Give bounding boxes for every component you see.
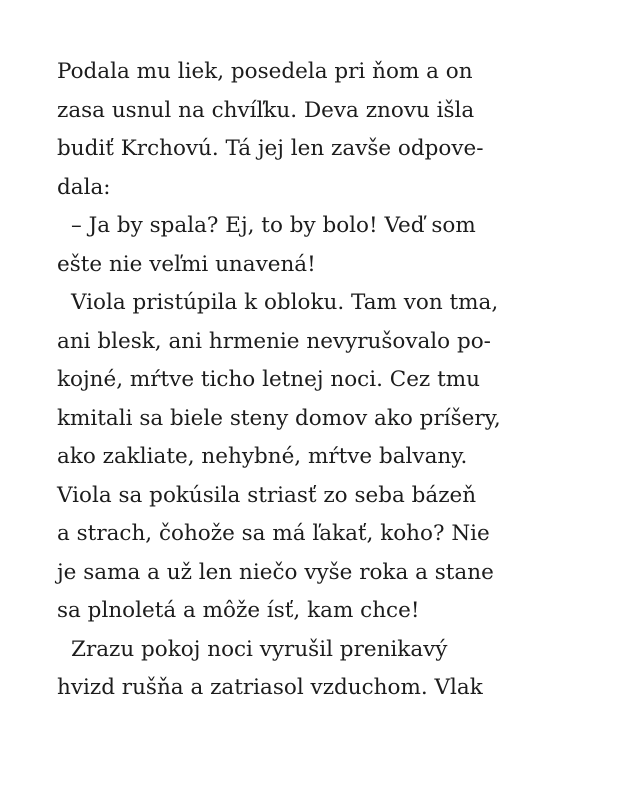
text-line: ešte nie veľmi unavená! [57, 251, 316, 277]
text-line: hvizd rušňa a zatriasol vzduchom. Vlak [57, 675, 483, 700]
text-line: sa plnoletá a môže ísť, kam chce! [57, 598, 420, 623]
text-line: kojné, mŕtve ticho letnej noci. Cez tmu [57, 367, 480, 392]
text-line: Viola sa pokúsila striasť zo seba bázeň [57, 482, 477, 508]
text-line: Viola pristúpila k obloku. Tam von tma, [71, 290, 499, 315]
text-line: – Ja by spala? Ej, to by bolo! Veď som [71, 213, 476, 238]
text-line: a strach, čohože sa má ľakať, koho? Nie [57, 521, 490, 546]
text-line: je sama a už len niečo vyše roka a stane [57, 559, 494, 585]
book-page-text [57, 53, 597, 708]
text-line: kmitali sa biele steny domov ako príšery, [57, 405, 501, 431]
text-line: ako zakliate, nehybné, mŕtve balvany. [57, 444, 468, 469]
text-line: dala: [57, 174, 111, 200]
text-line: zasa usnul na chvíľku. Deva znovu išla [57, 97, 475, 123]
text-line: budiť Krchovú. Tá jej len zavše odpove- [57, 136, 484, 161]
text-line: ani blesk, ani hrmenie nevyrušovalo po- [57, 328, 491, 354]
text-line: Zrazu pokoj noci vyrušil prenikavý [71, 636, 448, 662]
text-line: Podala mu liek, posedela pri ňom a on [57, 59, 473, 84]
